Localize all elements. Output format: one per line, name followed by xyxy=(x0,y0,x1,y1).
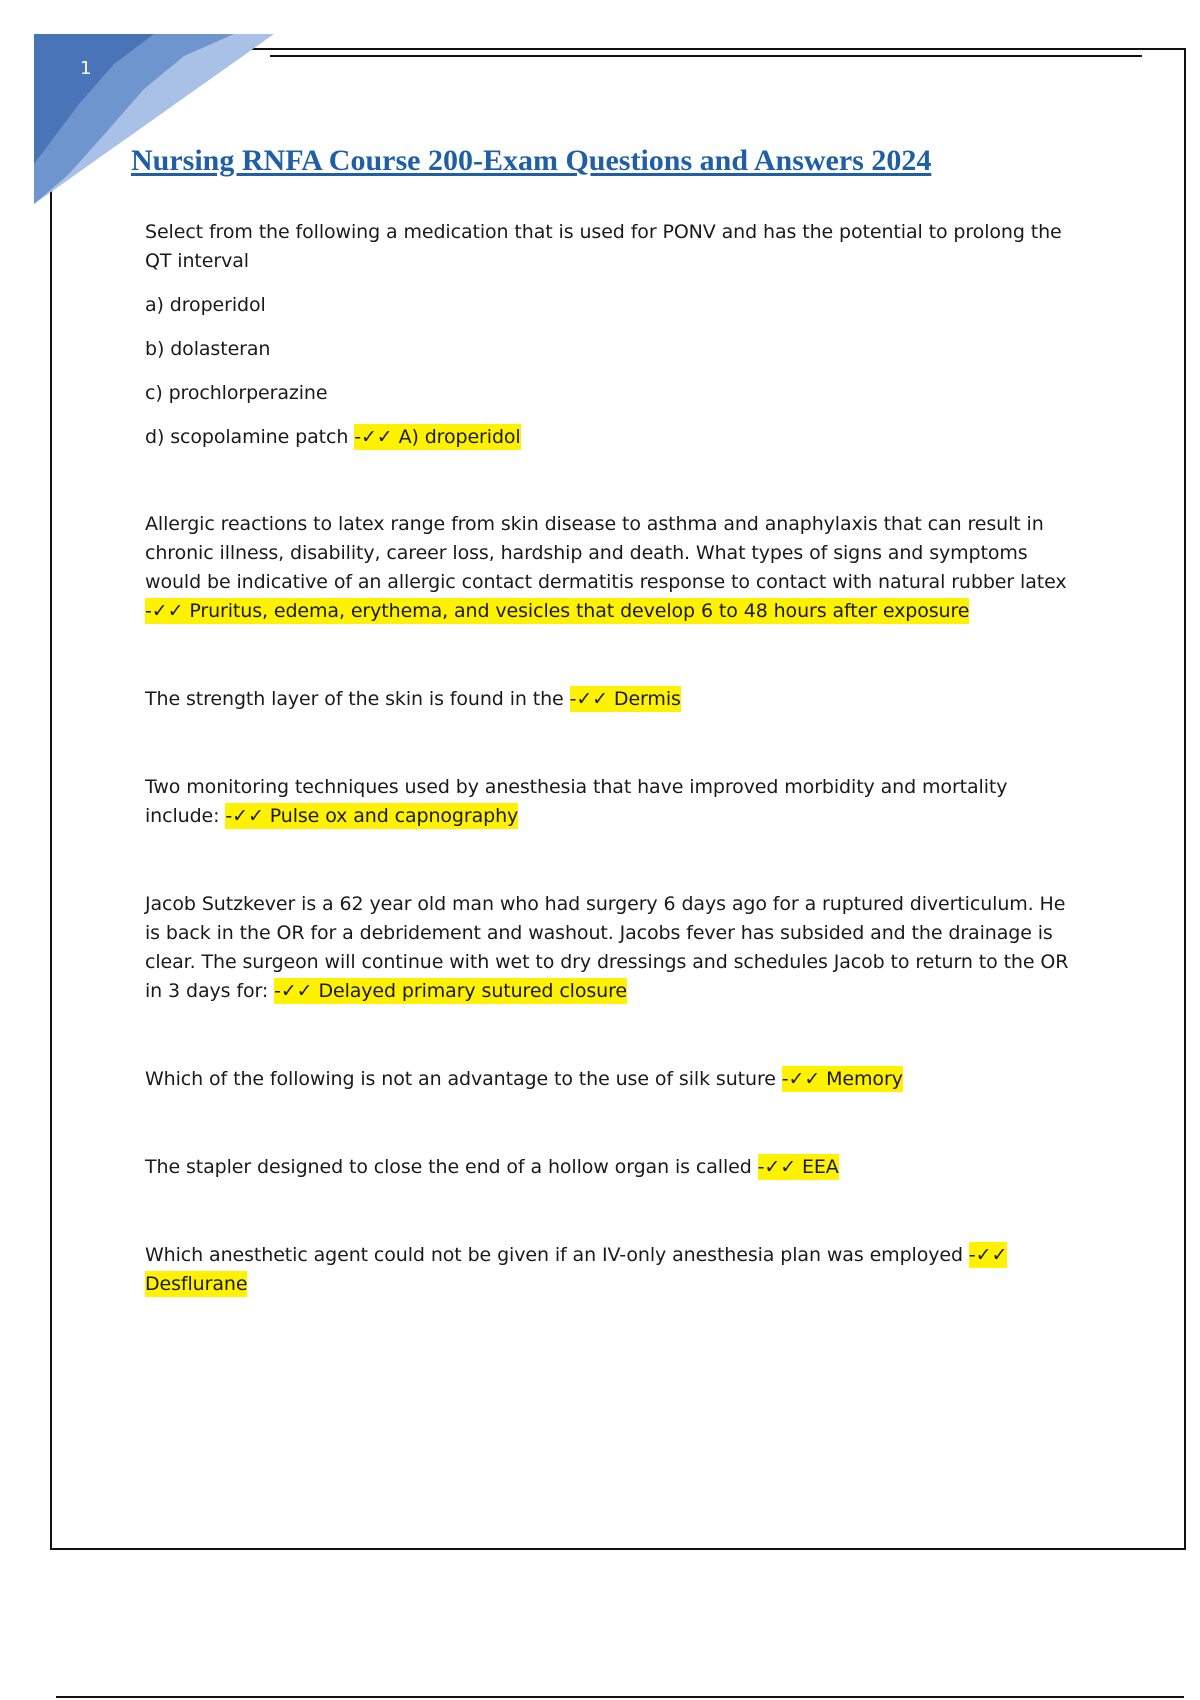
page-number: 1 xyxy=(80,58,92,79)
question-line xyxy=(145,773,1085,831)
question-block-4 xyxy=(145,773,1085,831)
question-text: Allergic reactions to latex range from skin disease to asthma and anaphylaxis that can result in chronic illness, disability, career loss, hardship and death. What types of signs and symptoms would be indicative of an allergic contact dermatitis response to contact with natural rubber latex xyxy=(145,513,1067,593)
answer-highlight: -✓✓ EEA xyxy=(757,1156,839,1178)
option-d: d) scopolamine patch xyxy=(145,426,355,448)
question-block-6 xyxy=(145,1065,1085,1094)
question-text: The stapler designed to close the end of a hollow organ is called xyxy=(145,1156,758,1178)
question-text: Which of the following is not an advantage to the use of silk suture xyxy=(145,1068,782,1090)
answer-highlight: -✓✓ A) droperidol xyxy=(354,426,521,448)
question-line xyxy=(145,1153,1085,1182)
document-title: Nursing RNFA Course 200-Exam Questions and Answers 2024 xyxy=(131,144,932,177)
header-rule xyxy=(270,55,1142,57)
question-line xyxy=(145,510,1085,626)
corner-decoration xyxy=(34,34,274,204)
question-line xyxy=(145,1065,1085,1094)
question-block-5 xyxy=(145,890,1085,1006)
question-text: The strength layer of the skin is found in the xyxy=(145,688,570,710)
option-b: b) dolasteran xyxy=(145,338,271,360)
answer-highlight: -✓✓ Desflurane xyxy=(145,1244,1008,1295)
question-block-7 xyxy=(145,1153,1085,1182)
answer-highlight: -✓✓ Pulse ox and capnography xyxy=(225,805,519,827)
answer-highlight: -✓✓ Dermis xyxy=(569,688,681,710)
answer-highlight: -✓✓ Pruritus, edema, erythema, and vesicles that develop 6 to 48 hours after exposure xyxy=(145,600,970,622)
option-a: a) droperidol xyxy=(145,294,266,316)
answer-highlight: -✓✓ Delayed primary sutured closure xyxy=(274,980,628,1002)
question-text: Two monitoring techniques used by anesthesia that have improved morbidity and mortality include: xyxy=(145,776,1008,827)
question-line xyxy=(145,685,1085,714)
question-block-1 xyxy=(145,218,1085,452)
option-d-line xyxy=(145,423,1085,452)
option-c: c) prochlorperazine xyxy=(145,382,328,404)
qa-content xyxy=(145,218,1085,1299)
answer-highlight: -✓✓ Memory xyxy=(781,1068,903,1090)
question-block-8 xyxy=(145,1241,1085,1299)
question-block-2 xyxy=(145,510,1085,626)
footer-rule xyxy=(56,1696,1184,1698)
question-text: Jacob Sutzkever is a 62 year old man who had surgery 6 days ago for a ruptured diverticulum. He is back in the OR for a debridement and washout. Jacobs fever has subsided and the drainage is clear. The surgeon will continue with wet to dry dressings and schedules Jacob to return to the OR in 3 days for: xyxy=(145,893,1069,1002)
question-block-3 xyxy=(145,685,1085,714)
question-line xyxy=(145,1241,1085,1299)
question-text: Which anesthetic agent could not be given if an IV-only anesthesia plan was employed xyxy=(145,1244,969,1266)
question-text: Select from the following a medication that is used for PONV and has the potential to prolong the QT interval xyxy=(145,221,1062,272)
question-line xyxy=(145,890,1085,1006)
